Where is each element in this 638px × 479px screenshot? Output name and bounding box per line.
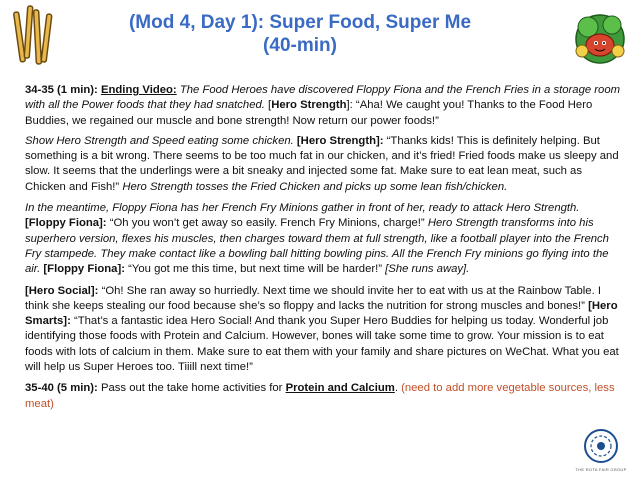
speaker-label: [Hero Smarts]: xyxy=(25,299,618,328)
paragraph-ending-video xyxy=(25,83,623,129)
scene-description: Show Hero Strength and Speed eating some chicken. xyxy=(25,134,294,147)
ending-video-link[interactable]: Ending Video: xyxy=(100,84,177,96)
speaker-label: [Hero Social]: xyxy=(25,284,99,297)
bracket-open: [ xyxy=(268,99,272,112)
dialogue-text: “That’s a fantastic idea Hero Social! And thank you Super Hero Buddies for helping us today. Wonderful job identifying those foods with Protein and Calcium. However, bones will take some time to grow. Your mission is to eat foods with lots of calcium in them. Make sure to eat them with your family and share pictures on WeChat. What you eat will help us Super Heroes too. Tiiill next time!” xyxy=(25,315,619,374)
speaker-label: [Floppy Fiona]: xyxy=(43,263,125,276)
instruction-text: Pass out the take home activities for xyxy=(100,382,283,395)
scene-description: The Food Heroes have discovered Floppy Fiona and the French Fries in a storage room with all the Power foods that they had snatched. xyxy=(25,84,621,112)
speaker-label: Hero Strength xyxy=(271,99,347,112)
lesson-body xyxy=(25,83,623,418)
period: . xyxy=(394,382,398,395)
dialogue-text: “Oh you won’t get away so easily. French Fry Minions, charge!” xyxy=(109,217,425,230)
time-label: 34-35 (1 min): xyxy=(25,84,98,96)
page-title xyxy=(110,11,490,57)
scene-description: Hero Strength tosses the Fried Chicken and picks up some lean fish/chicken. xyxy=(122,180,508,193)
editor-note: (need to add more vegetable sources, less meat) xyxy=(25,382,615,410)
scene-description: Hero Strength transforms into his superhero version, flexes his muscles, then charges toward them at full strength, like a football player into the French Fry stampede. They make contact like a bowling ball hitting bowling pins. All the French Fry minions go flying into the air. xyxy=(25,217,609,276)
time-label: 35-40 (5 min): xyxy=(25,382,98,395)
speaker-label: [Hero Strength]: xyxy=(296,134,384,147)
speaker-label: [Floppy Fiona]: xyxy=(25,217,107,230)
title-line-2: (40-min) xyxy=(263,35,337,56)
dialogue-text: “You got me this time, but next time will be harder!” xyxy=(128,263,383,276)
stage-direction: [She runs away]. xyxy=(385,263,470,276)
dialogue-text: “Oh! She ran away so hurriedly. Next time we should invite her to eat with us at the Rainbow Table. I think she keeps stealing our food because she’s so floppy and lacks the nutrition for strong muscles and bones!” xyxy=(25,284,602,312)
food-characters-icon xyxy=(568,5,632,69)
french-fries-icon xyxy=(12,4,56,68)
logo-caption: THE ROTA FAIR GROUP xyxy=(575,467,627,472)
bracket-close: ] xyxy=(346,99,350,112)
title-line-1: (Mod 4, Day 1): Super Food, Super Me xyxy=(128,12,472,33)
dialogue-text: : “Aha! We caught you! Thanks to the Food Hero Buddies, we regained our muscle and bone strength! Now return our power foods!” xyxy=(25,99,593,127)
protein-calcium-link[interactable]: Protein and Calcium xyxy=(285,382,395,395)
dialogue-text: “Thanks kids! This is definitely helping. But something is a bit wrong. There seems to be too much fat in our chicken, and it’s fried! Fried foods make us sleepy and slow. It seems that the underlings were a bit sneaky and injected some fat. Make sure to eat lean meat, such as Chicken and Fish!” xyxy=(25,134,619,193)
paragraph-take-home xyxy=(25,381,623,412)
paragraph-hero-social xyxy=(25,284,623,376)
scene-description: In the meantime, Floppy Fiona has her French Fry Minions gather in front of her, ready to attack Hero Strength. xyxy=(25,202,580,215)
paragraph-floppy-fiona xyxy=(25,201,623,277)
paragraph-hero-strength xyxy=(25,134,623,195)
